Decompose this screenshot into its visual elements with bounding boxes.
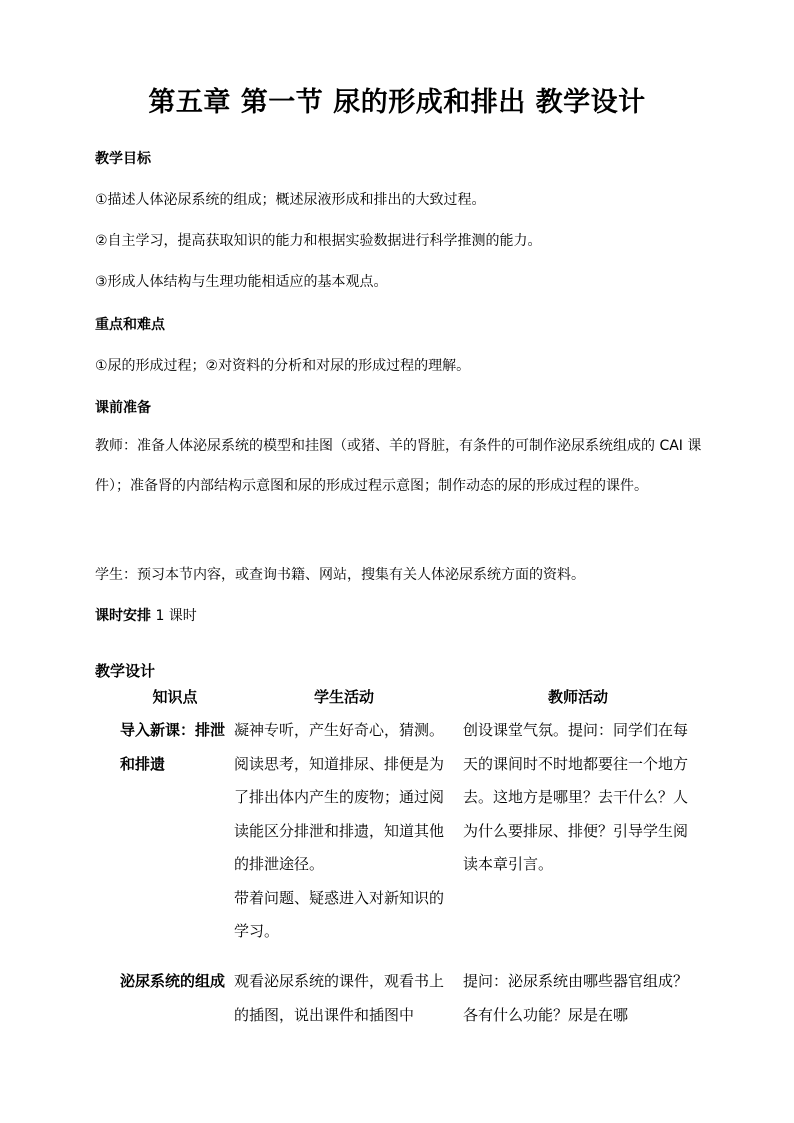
key-points-text: ①尿的形成过程；②对资料的分析和对尿的形成过程的理解。 [95, 358, 471, 374]
column-header-topic: 知识点 [152, 688, 198, 706]
row-1-topic: 导入新课：排泄和排遗 [120, 721, 226, 773]
objective-item-2: ②自主学习，提高获取知识的能力和根据实验数据进行科学推测的能力。 [95, 233, 542, 249]
objectives-heading: 教学目标 [95, 151, 151, 167]
preparation-teacher: 教师：准备人体泌尿系统的模型和挂图（或猪、羊的肾脏，有条件的可制作泌尿系统组成的 CAI 课件）；准备肾的内部结构示意图和尿的形成过程示意图；制作动态的尿的形成过程的课件。 [95, 438, 702, 494]
row-2-topic: 泌尿系统的组成 [120, 972, 226, 990]
schedule-label: 课时安排 [95, 608, 151, 624]
preparation-student: 学生：预习本节内容，或查询书籍、网站，搜集有关人体泌尿系统方面的资料。 [95, 567, 585, 583]
page-title: 第五章 第一节 尿的形成和排出 教学设计 [148, 87, 646, 118]
column-header-teacher: 教师活动 [547, 688, 608, 706]
row-1-teacher: 创设课堂气氛。提问：同学们在每天的课间时不时地都要往一个地方去。这地方是哪里？去干什么？人为什么要排尿、排便？引导学生阅读本章引言。 [463, 721, 689, 873]
schedule-value: 1 课时 [155, 608, 197, 624]
preparation-heading: 课前准备 [95, 400, 151, 416]
schedule [95, 605, 197, 625]
row-1-student-extra: 带着问题、疑惑进入对新知识的学习。 [234, 888, 445, 940]
key-points-heading: 重点和难点 [95, 317, 165, 333]
column-header-student: 学生活动 [313, 688, 374, 706]
objective-item-3: ③形成人体结构与生理功能相适应的基本观点。 [95, 274, 388, 290]
row-1-student [234, 714, 454, 949]
row-2-student: 观看泌尿系统的课件，观看书上的插图，说出课件和插图中 [234, 972, 445, 1024]
objective-item-1: ①描述人体泌尿系统的组成；概述尿液形成和排出的大致过程。 [95, 192, 486, 208]
row-2-teacher: 提问：泌尿系统由哪些器官组成？各有什么功能？尿是在哪 [463, 972, 689, 1024]
row-1-student-text: 凝神专听，产生好奇心，猜测。阅读思考，知道排尿、排便是为了排出体内产生的废物；通过阅读能区分排泄和排遗，知道其他的排泄途径。 [234, 721, 445, 873]
design-heading: 教学设计 [95, 662, 156, 680]
